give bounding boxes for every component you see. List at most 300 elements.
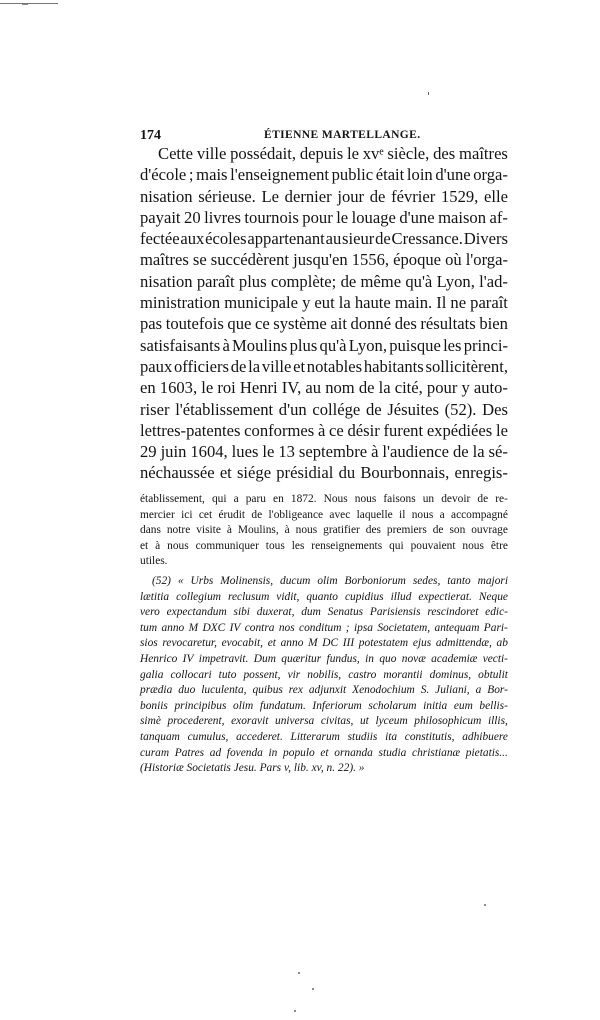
word: était	[375, 165, 405, 185]
word: d'une	[435, 165, 471, 185]
word: Des	[482, 399, 508, 419]
word: Xenodochium	[352, 684, 415, 697]
word: avec	[329, 508, 351, 521]
scan-corner-mark	[22, 1, 28, 5]
word: studiis	[347, 730, 378, 743]
word: il	[399, 508, 406, 521]
word: depuis	[299, 144, 344, 163]
word: bellis-	[479, 699, 508, 712]
word: sedes,	[412, 574, 441, 587]
word: dernier	[284, 186, 332, 206]
word: que	[227, 314, 252, 334]
word: qui	[211, 493, 227, 505]
word: tournois	[244, 207, 299, 227]
word: renseignements	[311, 539, 383, 552]
word: nisation	[140, 271, 193, 291]
word: écoles	[205, 229, 247, 249]
footnote-52-line	[140, 699, 508, 715]
word: reclusum	[227, 590, 270, 603]
word: ville	[196, 144, 227, 163]
word: plus	[289, 335, 318, 355]
word: aux	[180, 229, 205, 249]
word: lætitia	[140, 590, 170, 603]
word: loin	[406, 165, 433, 185]
word: louage	[351, 207, 396, 227]
body-line	[140, 143, 508, 164]
body-line	[140, 207, 508, 228]
word: duxerat,	[256, 606, 295, 619]
word: vidit,	[276, 590, 300, 603]
word: edic-	[485, 606, 508, 619]
word: septembre	[298, 442, 368, 462]
word: pour	[426, 378, 458, 398]
word: les	[443, 335, 462, 355]
word: de	[365, 399, 382, 419]
word: rex	[288, 684, 303, 697]
word: lues	[231, 442, 259, 462]
body-line	[140, 313, 508, 334]
word: érudit	[218, 508, 246, 521]
word: expectandum	[166, 606, 227, 619]
word: conformes	[244, 420, 315, 440]
word: fundatum.	[259, 699, 306, 712]
body-line	[140, 356, 508, 377]
word: olim	[317, 574, 338, 587]
word: au	[325, 229, 342, 249]
footnote-52-line	[140, 714, 508, 730]
word: officiers	[174, 356, 229, 376]
word: paraît	[470, 293, 508, 313]
word: S.	[420, 684, 430, 697]
word: et	[219, 463, 232, 483]
word: ad	[209, 746, 222, 759]
word: des	[394, 314, 417, 334]
word: Cressance.	[391, 229, 463, 249]
word: DC	[322, 637, 339, 650]
word: haute	[354, 293, 391, 313]
word: eut	[314, 293, 335, 313]
word: rescindoret	[427, 606, 479, 619]
word: pour	[302, 207, 333, 227]
word: cupidius	[344, 590, 384, 603]
footnote-52-line	[140, 652, 508, 668]
word: sé-	[488, 442, 508, 462]
word: jusqu'en	[293, 250, 348, 270]
word: en	[273, 493, 284, 505]
word: à	[371, 442, 379, 462]
word: toutefois	[165, 314, 224, 334]
word: illud	[390, 590, 412, 603]
body-line	[140, 462, 508, 483]
word: février	[391, 186, 436, 206]
word: maison	[438, 207, 486, 227]
word: IV	[229, 621, 241, 634]
word: conditum	[299, 621, 342, 634]
word: vero	[140, 606, 160, 619]
word: l'orga-	[465, 250, 508, 270]
word: Lyon,	[436, 271, 475, 291]
word: Dum	[253, 652, 276, 665]
word: re-	[495, 493, 508, 505]
word: Borboniorum	[344, 574, 406, 587]
word: à	[222, 335, 230, 355]
word: nous	[354, 493, 377, 505]
word: système	[273, 314, 327, 334]
word: époque	[393, 250, 442, 270]
word: xvᵉ	[362, 144, 384, 163]
word: philosophicum	[414, 715, 482, 728]
word: constitutis,	[404, 730, 455, 743]
word: visite	[196, 524, 221, 537]
word: d'une	[399, 207, 435, 227]
word: Il	[436, 293, 447, 313]
word: où	[445, 250, 462, 270]
word: maîtres	[459, 144, 508, 163]
word: cumulus,	[187, 730, 229, 743]
word: l'enseignement	[230, 165, 329, 185]
word: ville	[261, 356, 292, 376]
word: plus	[238, 271, 267, 291]
word: de	[358, 378, 375, 398]
footnote-line	[140, 492, 508, 508]
word: boniis	[140, 699, 168, 712]
word: evocabit,	[221, 637, 264, 650]
word: la	[248, 356, 261, 376]
word: l'établissement	[175, 399, 274, 419]
word: ejus	[412, 637, 432, 650]
word: M	[188, 621, 199, 634]
footnote-52-line	[140, 746, 508, 762]
word: Cette	[158, 144, 194, 163]
word: appartenant	[247, 229, 325, 249]
word: luculenta,	[201, 684, 247, 697]
word: galia	[140, 668, 164, 681]
word: collége	[312, 399, 361, 419]
word: ab	[496, 637, 508, 650]
word: premiers	[386, 524, 427, 537]
word: simè	[140, 715, 161, 728]
footnote-52-line	[140, 574, 508, 590]
word: studia	[378, 746, 407, 759]
word: qui	[389, 539, 404, 552]
word: résultats	[420, 314, 476, 334]
word: curam	[140, 746, 170, 759]
word: in	[268, 746, 278, 759]
word: en	[140, 378, 156, 398]
word: initia	[423, 699, 448, 712]
word: obtulit	[478, 668, 508, 681]
word: accederet.	[236, 730, 283, 743]
word: main.	[394, 293, 433, 313]
body-line	[140, 228, 508, 249]
footnote-line: utiles.	[140, 555, 168, 568]
word: sérieuse.	[198, 186, 256, 206]
word: expectierat.	[418, 590, 472, 603]
footnote-line	[140, 508, 508, 524]
word: municipale	[224, 293, 298, 313]
word: l'ad-	[479, 271, 508, 291]
word: Neque	[478, 590, 508, 603]
word: maîtres	[140, 250, 189, 270]
word: Parisiensis	[369, 606, 421, 619]
word: jour	[337, 186, 365, 206]
word: impetravit.	[198, 652, 249, 665]
word: Bor-	[487, 684, 508, 697]
word: et	[293, 356, 306, 376]
word: dum	[301, 606, 321, 619]
word: mais	[196, 165, 228, 185]
word: vecti-	[482, 652, 508, 665]
footnote-52-line	[140, 683, 508, 699]
word: duo	[178, 684, 196, 697]
word: ouvrage	[471, 524, 508, 537]
word: ducum	[280, 574, 311, 587]
word: ce	[329, 420, 344, 440]
word: ;	[345, 621, 350, 634]
word: communiquer	[195, 539, 259, 552]
word: riser	[140, 399, 170, 419]
word: le	[262, 442, 275, 462]
word: tuto	[218, 668, 237, 681]
word: sieur	[342, 229, 375, 249]
word: Bourbonnais,	[360, 463, 450, 483]
footnote-52-line	[140, 668, 508, 684]
word: d'un	[278, 399, 307, 419]
word: exoravit	[231, 715, 269, 728]
word: présidial	[276, 463, 334, 483]
word: Inferiorum	[312, 699, 362, 712]
word: adjunxit	[308, 684, 347, 697]
word: du	[338, 463, 356, 483]
word: devoir	[441, 493, 471, 505]
word: se	[192, 250, 207, 270]
word: nos	[278, 621, 295, 634]
word: de	[375, 229, 391, 249]
word: scholarum	[368, 699, 417, 712]
word: l'audience	[382, 442, 449, 462]
word: des	[365, 524, 381, 537]
word: «	[177, 574, 184, 587]
word: anno	[161, 621, 185, 634]
word: 1872.	[290, 493, 317, 505]
word: collocari	[170, 668, 212, 681]
word: satisfaisants	[140, 335, 221, 355]
word: auto-	[473, 378, 508, 398]
word: paru	[245, 493, 266, 505]
scan-speck	[312, 988, 314, 990]
word: 20	[184, 207, 201, 227]
word: à	[226, 524, 232, 537]
word: livres	[204, 207, 241, 227]
word: son	[449, 524, 466, 537]
word: prædia	[140, 684, 173, 697]
word: illis,	[487, 715, 508, 728]
word: même	[360, 271, 402, 291]
word: succédèrent	[210, 250, 290, 270]
word: Henrico	[140, 652, 178, 665]
main-paragraph	[140, 143, 508, 484]
word: de	[340, 271, 357, 291]
word: ipsa	[353, 621, 373, 634]
word: de	[477, 493, 489, 505]
word: Moulins,	[237, 524, 279, 537]
word: paux	[140, 356, 173, 376]
word: quanto	[306, 590, 339, 603]
word: universa	[275, 715, 315, 728]
word: nom	[325, 378, 355, 398]
word: roi	[217, 378, 236, 398]
body-line	[140, 292, 508, 313]
word: adhibuere	[462, 730, 508, 743]
word: nous	[167, 539, 189, 552]
word: laquelle	[356, 508, 393, 521]
word: tanto	[447, 574, 471, 587]
word: a	[233, 493, 239, 505]
word: af-	[489, 207, 508, 227]
word: à	[317, 420, 326, 440]
word: academiæ	[431, 652, 478, 665]
word: qu'à	[405, 271, 433, 291]
body-line	[140, 335, 508, 356]
word: 1603,	[159, 378, 198, 398]
word: pas	[140, 314, 163, 334]
word: qu'à	[319, 335, 347, 355]
word: M	[308, 637, 318, 650]
word: nous	[411, 508, 434, 521]
word: tanquam	[140, 730, 180, 743]
word: bien	[479, 314, 508, 334]
word: anno	[280, 637, 304, 650]
word: ita	[385, 730, 398, 743]
scan-speck	[484, 904, 486, 906]
word: y	[302, 293, 311, 313]
word: christianæ	[412, 746, 461, 759]
word: dans	[140, 524, 161, 537]
word: un	[422, 493, 435, 505]
word: Moulins	[232, 335, 288, 355]
footnote-line	[140, 539, 508, 555]
footnote-52-line	[140, 730, 508, 746]
word: possédait,	[230, 144, 297, 163]
word: ornanda	[334, 746, 373, 759]
word: Lyon,	[348, 335, 387, 355]
word: de	[230, 356, 247, 376]
word: 1604,	[190, 442, 228, 462]
word: de	[251, 508, 263, 521]
word: eum	[453, 699, 473, 712]
word: majori	[477, 574, 508, 587]
word: complète;	[270, 271, 337, 291]
word: payait	[140, 207, 181, 227]
word: mercier	[140, 508, 175, 521]
word: tum	[140, 621, 158, 634]
word: castro	[348, 668, 377, 681]
footnote-52-line	[140, 636, 508, 652]
word: siége	[236, 463, 272, 483]
word: à	[155, 539, 161, 552]
word: paraît	[196, 271, 235, 291]
word: notables	[306, 356, 363, 376]
scan-edge-rule	[0, 3, 58, 4]
word: nous	[462, 539, 484, 552]
word: III	[342, 637, 355, 650]
word: civitas,	[320, 715, 354, 728]
word: expédiées	[426, 420, 493, 440]
word: à	[284, 524, 290, 537]
running-title: ÉTIENNE MARTELLANGE.	[264, 129, 421, 141]
body-line	[140, 249, 508, 270]
scan-speck	[298, 972, 300, 974]
word: pouvaient	[410, 539, 456, 552]
word: IV,	[281, 378, 302, 398]
word: 29	[140, 442, 157, 462]
word: ici	[181, 508, 193, 521]
word: des	[433, 144, 456, 163]
word: 13	[278, 442, 295, 462]
word: la	[338, 293, 351, 313]
word: olim	[233, 699, 254, 712]
word: le	[346, 144, 359, 163]
word: faisons	[383, 493, 416, 505]
footnote-52-line	[140, 590, 508, 606]
word: nobilis,	[307, 668, 342, 681]
word: Pari-	[483, 621, 508, 634]
footnote-52-line	[140, 605, 508, 621]
word: quo	[379, 652, 397, 665]
word: siècle,	[387, 144, 430, 163]
word: le	[495, 420, 508, 440]
word: ait	[330, 314, 347, 334]
word: antequam	[434, 621, 480, 634]
footnote-line	[140, 523, 508, 539]
word: DXC	[202, 621, 226, 634]
word: et	[267, 637, 276, 650]
word: Patres	[174, 746, 205, 759]
word: quæritur	[281, 652, 322, 665]
word: (52).	[444, 399, 477, 419]
body-line	[140, 420, 508, 441]
word: admittendæ,	[435, 637, 492, 650]
word: la	[472, 442, 485, 462]
word: fundus,	[326, 652, 360, 665]
word: elle	[484, 186, 508, 206]
word: Urbs	[190, 574, 214, 587]
word: habitants	[363, 356, 424, 376]
word: et	[320, 746, 329, 759]
word: Litterarum	[290, 730, 340, 743]
word: ne	[450, 293, 467, 313]
scan-speck	[428, 92, 429, 95]
word: lyceum	[375, 715, 408, 728]
word: ce	[254, 314, 270, 334]
body-line	[140, 186, 508, 207]
word: d'école	[140, 165, 187, 185]
word: procederent,	[167, 715, 225, 728]
footnote-52-line	[140, 621, 508, 637]
scan-speck	[294, 1010, 296, 1012]
word: cet	[198, 508, 213, 521]
word: IV	[182, 652, 194, 665]
body-line	[140, 441, 508, 462]
word: furent	[383, 420, 424, 440]
word: tous	[265, 539, 285, 552]
word: 1529,	[440, 186, 479, 206]
word: au	[305, 378, 322, 398]
word: public	[331, 165, 374, 185]
word: notre	[166, 524, 191, 537]
word: novæ	[401, 652, 426, 665]
word: le	[336, 207, 349, 227]
